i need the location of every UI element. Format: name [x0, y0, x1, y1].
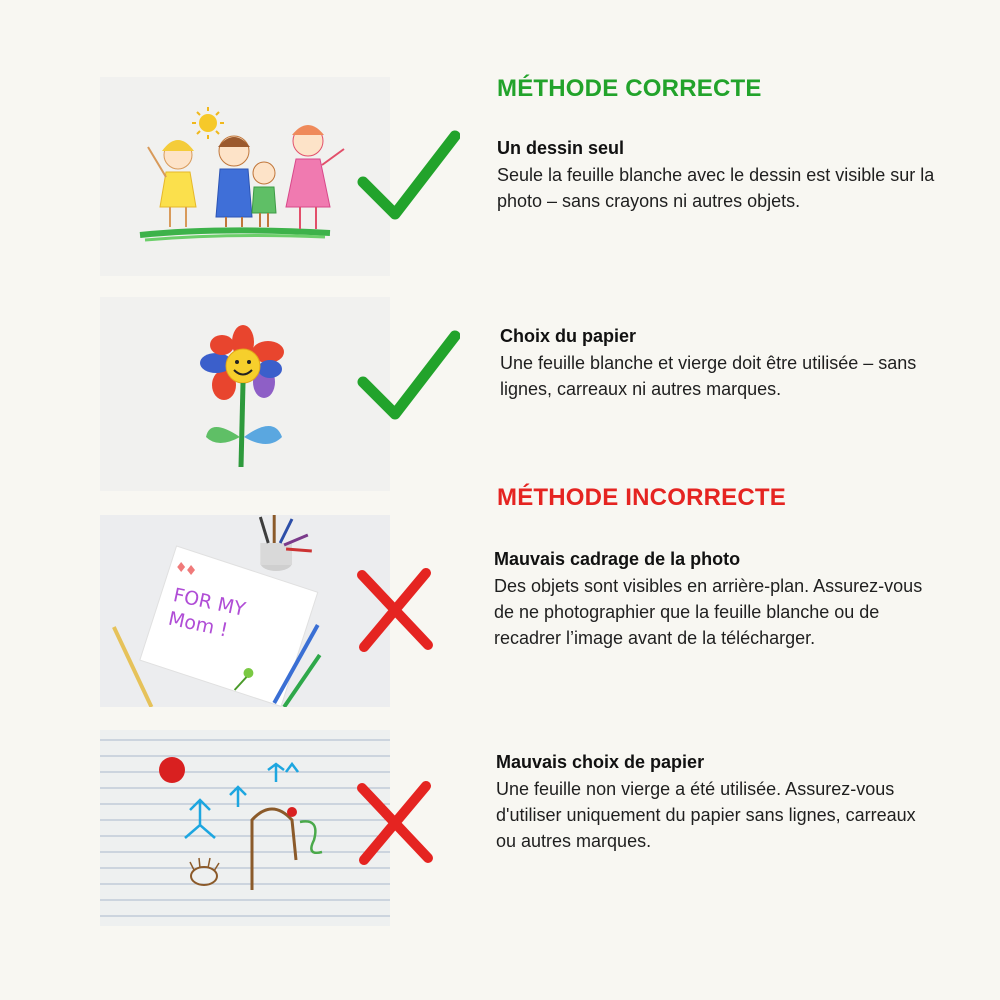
- tip-text: Une feuille non vierge a été utilisée. Assurez-vous d'utiliser uniquement du papier sans lignes, carreaux ou autres marques.: [496, 779, 916, 851]
- tip-block-bad-framing: [494, 549, 934, 651]
- correct-method-title: MÉTHODE CORRECTE: [497, 75, 762, 102]
- cross-icon: [352, 778, 438, 868]
- card-with-objects-photo: [100, 515, 390, 707]
- flower-drawing-photo: [100, 297, 390, 491]
- card-handwriting: FOR MY Mom !: [166, 584, 248, 642]
- cross-icon: [352, 565, 438, 655]
- tip-title: Choix du papier: [500, 326, 637, 346]
- tip-title: Un dessin seul: [497, 138, 625, 158]
- tip-title: Mauvais cadrage de la photo: [494, 549, 741, 569]
- tip-text: Seule la feuille blanche avec le dessin est visible sur la photo – sans crayons ni autres objets.: [497, 165, 935, 211]
- checkmark-icon: [355, 130, 460, 225]
- tip-title: Mauvais choix de papier: [496, 752, 705, 772]
- tip-text: Une feuille blanche et vierge doit être utilisée – sans lignes, carreaux ni autres marques.: [500, 353, 917, 399]
- tip-block-paper-choice: [500, 326, 940, 402]
- tip-text: Des objets sont visibles en arrière-plan. Assurez-vous de ne photographier que la feuille blanche ou de recadrer l’image avant de la télécharger.: [494, 576, 923, 648]
- family-drawing-photo: [100, 77, 390, 276]
- checkmark-icon: [355, 330, 460, 425]
- incorrect-method-title: MÉTHODE INCORRECTE: [497, 484, 786, 511]
- tip-block-single-drawing: [497, 138, 937, 214]
- tip-block-bad-paper: [496, 752, 936, 854]
- lined-paper-drawing-photo: [100, 730, 390, 926]
